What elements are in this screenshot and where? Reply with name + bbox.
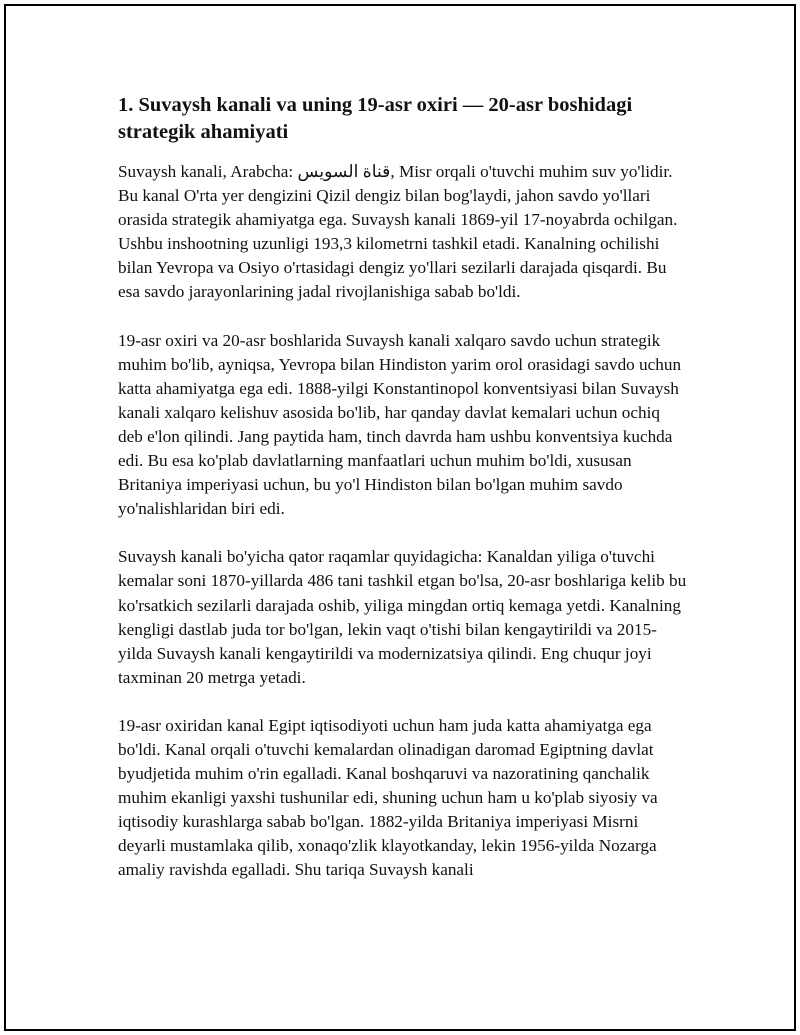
document-body [118, 92, 688, 907]
paragraph-1-intro: Suvaysh kanali, Arabcha: [118, 162, 298, 181]
paragraph-2: 19-asr oxiri va 20-asr boshlarida Suvaysh kanali xalqaro savdo uchun strategik muhim bo'lib, ayniqsa, Yevropa bilan Hindiston yarim orol orasidagi savdo uchun katta ahamiyatga ega edi. 1888-yilgi Konstantinopol konventsiyasi bilan Suvaysh kanali xalqaro kelishuv asosida bo'lib, har qanday davlat kemalari uchun ochiq deb e'lon qilindi. Jang paytida ham, tinch davrda ham ushbu konventsiya kuchda edi. Bu esa ko'plab davlatlarning manfaatlari uchun muhim bo'ldi, xususan Britaniya imperiyasi uchun, bu yo'l Hindiston bilan bo'lgan muhim savdo yo'nalishlaridan biri edi. [118, 330, 682, 519]
paragraph-1 [118, 160, 688, 305]
paragraph-4: 19-asr oxiridan kanal Egipt iqtisodiyoti uchun ham juda katta ahamiyatga ega bo'ldi. Kanal orqali o'tuvchi kemalardan olinadigan daromad Egiptning davlat byudjetida muhim o'rin egalladi. Kanal boshqaruvi va nazoratining qanchalik muhim ekanligi yaxshi tushunilar edi, shuning uchun ham u ko'plab siyosiy va iqtisodiy kurashlarga sabab bo'lgan. 1882-yilda Britaniya imperiyasi Misrni deyarli mustamlaka qilib, xonaqo'zlik klayotkanday, lekin 1956-yilda Nozarga amaliy ravishda egalladi. Shu tariqa Suvaysh kanali [118, 715, 658, 880]
paragraph-3: Suvaysh kanali bo'yicha qator raqamlar quyidagicha: Kanaldan yiliga o'tuvchi kemalar soni 1870-yillarda 486 tani tashkil etgan bo'lsa, 20-asr boshlariga kelib bu ko'rsatkich sezilarli darajada oshib, yiliga mingdan ortiq kemaga yetdi. Kanalning kengligi dastlab juda tor bo'lgan, lekin vaqt o'tishi bilan kengaytirildi va 2015-yilda Suvaysh kanali kengaytirildi va modernizatsiya qilindi. Eng chuqur joyi taxminan 20 metrga yetadi. [118, 547, 687, 687]
arabic-name: قناة السويس [297, 162, 391, 181]
paragraph-1-body: , Misr orqali o'tuvchi muhim suv yo'lidir. Bu kanal O'rta yer dengizini Qizil dengiz bilan bog'laydi, jahon savdo yo'llari orasida strategik ahamiyatga ega. Suvaysh kanali 1869-yil 17-noyabrda ochilgan. Ushbu inshootning uzunligi 193,3 kilometrni tashkil etadi. Kanalning ochilishi bilan Yevropa va Osiyo o'rtasidagi dengiz yo'llari sezilarli darajada qisqardi. Bu esa savdo jarayonlarining jadal rivojlanishiga sabab bo'ldi. [118, 162, 678, 302]
section-heading: 1. Suvaysh kanali va uning 19-asr oxiri — 20-asr boshidagi strategik ahamiyati [118, 94, 633, 143]
